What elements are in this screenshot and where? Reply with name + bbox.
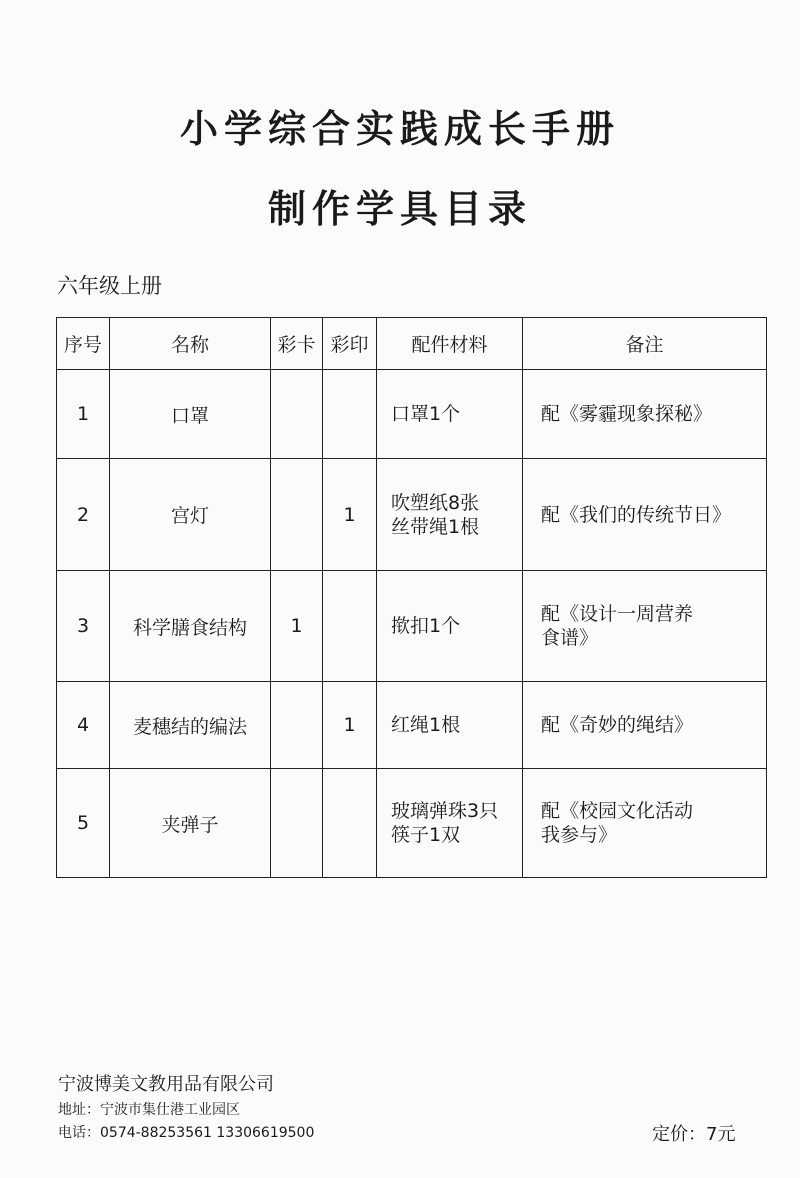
cell-card: 1 xyxy=(271,571,323,682)
cell-notes xyxy=(523,459,767,571)
column-header-name: 名称 xyxy=(110,318,271,370)
cell-no: 1 xyxy=(57,370,110,459)
cell-print: 1 xyxy=(323,459,377,571)
cell-card xyxy=(271,769,323,878)
cell-materials xyxy=(377,682,523,769)
table-row xyxy=(57,370,767,459)
notes-line: 食谱》 xyxy=(541,627,599,649)
notes-line: 配《校园文化活动 xyxy=(541,800,694,822)
column-header-card: 彩卡 xyxy=(271,318,323,370)
cell-materials xyxy=(377,459,523,571)
notes-line: 配《奇妙的绳结》 xyxy=(541,714,694,736)
cell-no: 5 xyxy=(57,769,110,878)
table-row xyxy=(57,769,767,878)
column-header-print: 彩印 xyxy=(323,318,377,370)
cell-name: 麦穗结的编法 xyxy=(110,682,271,769)
price-label: 定价：7元 xyxy=(652,1124,736,1145)
materials-line: 筷子1双 xyxy=(391,824,461,846)
cell-print xyxy=(323,769,377,878)
cell-materials xyxy=(377,571,523,682)
cell-notes xyxy=(523,769,767,878)
materials-line: 玻璃弹珠3只 xyxy=(391,800,499,822)
notes-line: 配《设计一周营养 xyxy=(541,603,694,625)
cell-name: 科学膳食结构 xyxy=(110,571,271,682)
cell-notes xyxy=(523,370,767,459)
cell-card xyxy=(271,459,323,571)
cell-notes xyxy=(523,571,767,682)
notes-line: 配《我们的传统节日》 xyxy=(541,503,732,526)
materials-line: 丝带绳1根 xyxy=(391,515,480,538)
table-row xyxy=(57,682,767,769)
table-row xyxy=(57,459,767,571)
column-header-materials: 配件材料 xyxy=(377,318,523,370)
catalog-table xyxy=(56,317,767,878)
notes-line: 配《雾霾现象探秘》 xyxy=(541,403,713,425)
cell-card xyxy=(271,370,323,459)
materials-line: 口罩1个 xyxy=(391,403,461,425)
table-header-row xyxy=(57,318,767,370)
notes-line: 我参与》 xyxy=(541,824,618,846)
cell-materials xyxy=(377,769,523,878)
cell-no: 3 xyxy=(57,571,110,682)
column-header-no: 序号 xyxy=(57,318,110,370)
cell-notes xyxy=(523,682,767,769)
page-subtitle: 制作学具目录 xyxy=(267,187,532,231)
company-address: 地址：宁波市集仕港工业园区 xyxy=(58,1102,240,1118)
cell-card xyxy=(271,682,323,769)
page-title: 小学综合实践成长手册 xyxy=(179,107,620,151)
cell-name: 口罩 xyxy=(110,370,271,459)
materials-line: 吹塑纸8张 xyxy=(391,491,480,514)
materials-line: 红绳1根 xyxy=(391,714,461,736)
cell-print xyxy=(323,571,377,682)
cell-name: 夹弹子 xyxy=(110,769,271,878)
cell-print: 1 xyxy=(323,682,377,769)
cell-no: 4 xyxy=(57,682,110,769)
cell-print xyxy=(323,370,377,459)
cell-no: 2 xyxy=(57,459,110,571)
materials-line: 揿扣1个 xyxy=(391,615,461,637)
grade-label: 六年级上册 xyxy=(57,274,162,298)
table-row xyxy=(57,571,767,682)
company-phone: 电话：0574-88253561 13306619500 xyxy=(58,1125,315,1141)
cell-name: 宫灯 xyxy=(110,459,271,571)
column-header-notes: 备注 xyxy=(523,318,767,370)
cell-materials xyxy=(377,370,523,459)
company-name: 宁波博美文教用品有限公司 xyxy=(58,1074,274,1095)
